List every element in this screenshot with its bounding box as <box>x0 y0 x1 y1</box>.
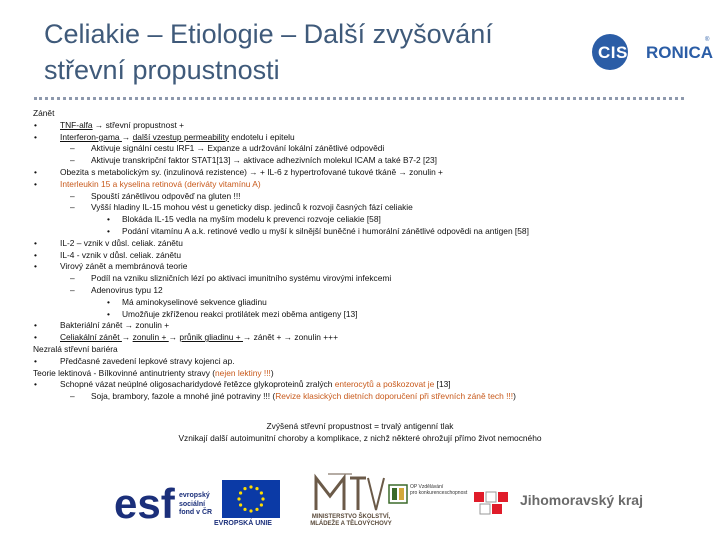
eu-flag-icon <box>222 480 280 518</box>
slide-content <box>33 108 693 403</box>
content-line <box>33 320 693 332</box>
line-text: endotelu i epitelu <box>228 131 295 142</box>
eu-star <box>260 491 263 494</box>
eu-star <box>261 497 264 500</box>
line-text: Revize klasických dietních doporučení při střevních záně tech !!! <box>275 391 514 402</box>
content-line <box>33 285 693 297</box>
eu-star <box>243 487 246 490</box>
logo-part2: RONICA <box>646 43 714 62</box>
line-text: Bakteriální zánět → zonulin + <box>60 320 170 331</box>
eu-star <box>237 497 240 500</box>
eu-star <box>255 487 258 490</box>
line-text: Teorie lektinová - Bílkovinné antinutrienty stravy ( <box>33 367 216 378</box>
bullet-marker: • <box>34 355 37 366</box>
op-vk-caption: OP Vzdělávání pro konkurenceschopnost <box>410 484 468 496</box>
line-text: ) <box>513 391 516 402</box>
content-line <box>33 261 693 273</box>
content-line <box>33 309 693 321</box>
line-text: Podíl na vzniku slizničních lézí po aktivaci imunitního systému virovými infekcemi <box>91 273 392 284</box>
line-text: Předčasné zavedení lepkové stravy kojenci ap. <box>60 355 235 366</box>
bullet-marker: • <box>107 225 110 236</box>
region-emblem-icon <box>472 486 516 522</box>
bullet-marker: • <box>34 249 37 260</box>
content-line <box>33 202 693 214</box>
line-text: Celiakální zánět <box>60 332 122 343</box>
line-text: Má aminokyselinové sekvence gliadinu <box>122 296 267 307</box>
line-text: Soja, brambory, fazole a mnohé jiné potraviny !!! ( <box>91 391 276 402</box>
esf-caption: evropský sociální fond v ČR <box>179 492 213 516</box>
line-text: Podání vitamínu A a.k. retinové vedlo u myší k silnější buněčné i humorální zánětlivé odpovědi na antigen [58] <box>122 225 529 236</box>
content-line <box>33 391 693 403</box>
content-line <box>33 191 693 203</box>
region-logo <box>468 486 698 526</box>
content-line <box>33 332 693 344</box>
eu-star <box>243 508 246 511</box>
content-line <box>33 344 693 356</box>
content-line <box>33 132 693 144</box>
bullet-marker: – <box>70 273 75 284</box>
content-line <box>33 155 693 167</box>
bullet-marker: • <box>107 308 110 319</box>
content-line <box>33 214 693 226</box>
line-text: nejen lektiny !!! <box>215 367 271 378</box>
content-line <box>33 250 693 262</box>
bullet-marker: • <box>107 214 110 225</box>
line-text: Interferon-gama <box>60 131 122 142</box>
line-text: Adenovirus typu 12 <box>91 284 163 295</box>
logo-part1: CIST <box>598 43 639 62</box>
content-line <box>33 179 693 191</box>
cistronica-logo <box>592 34 714 70</box>
line-text: Aktivuje transkripční faktor STAT1[13] → aktivace adhezivních molekul ICAM a také B7-2 [23] <box>91 155 438 166</box>
bullet-marker: • <box>34 119 37 130</box>
esf-letters: esf <box>114 480 175 527</box>
bullet-marker: – <box>70 202 75 213</box>
eu-star <box>249 485 252 488</box>
line-text: Schopné vázat neúplné oligosacharidydové řetězce glykoproteinů zralých <box>60 379 335 390</box>
line-text: Umožňuje zkříženou reakci protilátek mezi oběma antigeny [13] <box>122 308 358 319</box>
op-vk-logo <box>388 482 470 528</box>
content-line <box>33 226 693 238</box>
bullet-marker: • <box>107 296 110 307</box>
line-text: IL-4 - vznik v důsl. celiak. zánětu <box>60 249 182 260</box>
line-text: Zánět <box>33 108 55 118</box>
region-name: Jihomoravský kraj <box>520 492 643 508</box>
line-text: → <box>121 131 133 142</box>
eu-star <box>239 491 242 494</box>
eu-star <box>249 509 252 512</box>
esf-logo <box>114 478 230 532</box>
content-line <box>33 273 693 285</box>
registered-mark: ® <box>705 37 710 43</box>
line-text: IL-2 – vznik v důsl. celiak. zánětu <box>60 237 183 248</box>
bullet-marker: – <box>70 143 75 154</box>
content-line <box>33 356 693 368</box>
line-text: enterocytů a poškozovat je <box>334 379 435 390</box>
bullet-marker: • <box>34 379 37 390</box>
line-text: Interleukin 15 a kyselina retinová (deriváty vitamínu A) <box>60 178 261 189</box>
line-text: → střevní propustnost + <box>92 119 185 130</box>
eu-caption: EVROPSKÁ UNIE <box>214 520 272 527</box>
slide-title: Celiakie – Etiologie – Další zvyšování střevní propustnosti <box>44 19 493 85</box>
bullet-marker: – <box>70 391 75 402</box>
content-line <box>33 120 693 132</box>
line-text: Spouští zánětlivou odpověď na gluten !!! <box>91 190 241 201</box>
title-divider <box>34 97 684 100</box>
line-text: → zánět + → zonulin +++ <box>242 332 338 343</box>
op-vk-icon <box>388 484 408 504</box>
bullet-marker: • <box>34 237 37 248</box>
line-text: [13] <box>434 379 451 390</box>
line-text: TNF-alfa <box>60 119 93 130</box>
bullet-marker: • <box>34 261 37 272</box>
line-text: Obezita s metabolickým sy. (inzulinová rezistence) → + IL-6 z hypertrofované tukové tkáně → zonulin + <box>60 166 443 177</box>
bullet-marker: • <box>34 131 37 142</box>
msmt-caption: MINISTERSTVO ŠKOLSTVÍ, MLÁDEŽE A TĚLOVÝCHOVY <box>310 514 392 527</box>
bullet-marker: • <box>34 320 37 331</box>
msmt-logo-icon <box>308 472 388 514</box>
line-text: další vzestup permeability <box>132 131 229 142</box>
bullet-marker: • <box>34 178 37 189</box>
content-line <box>33 379 693 391</box>
bullet-marker: – <box>70 155 75 166</box>
line-text: Nezralá střevní bariéra <box>33 343 118 354</box>
bullet-marker: • <box>34 332 37 343</box>
content-line <box>33 238 693 250</box>
content-line <box>33 143 693 155</box>
eu-star <box>260 503 263 506</box>
eu-star <box>239 503 242 506</box>
line-text: → <box>168 332 180 343</box>
content-line <box>33 167 693 179</box>
eu-star <box>255 508 258 511</box>
content-line <box>33 108 693 120</box>
line-text: zonulin + <box>132 332 169 343</box>
line-text: Blokáda IL-15 vedla na myším modelu k prevenci rozvoje celiakie [58] <box>122 214 381 225</box>
line-text: průnik gliadinu + <box>179 332 243 343</box>
bullet-marker: – <box>70 284 75 295</box>
line-text: Vyšší hladiny IL-15 mohou vést u geneticky disp. jedinců k rozvoji časných fází celiakie <box>91 202 413 213</box>
content-line <box>33 297 693 309</box>
bullet-marker: – <box>70 190 75 201</box>
line-text: → <box>121 332 133 343</box>
content-line <box>33 368 693 380</box>
line-text: Virový zánět a membránová teorie <box>60 261 188 272</box>
bullet-marker: • <box>34 166 37 177</box>
footer-line-2: Vznikají další autoimunitní choroby a komplikace, z nichž některé ohrožují přímo život nemocného <box>178 433 542 443</box>
footer-line-1: Zvýšená střevní propustnost = trvalý antigenní tlak <box>266 421 454 431</box>
line-text: Aktivuje signální cestu IRF1 → Expanze a udržování lokální zánětlivé odpovědi <box>91 143 385 154</box>
line-text: ) <box>270 367 274 378</box>
